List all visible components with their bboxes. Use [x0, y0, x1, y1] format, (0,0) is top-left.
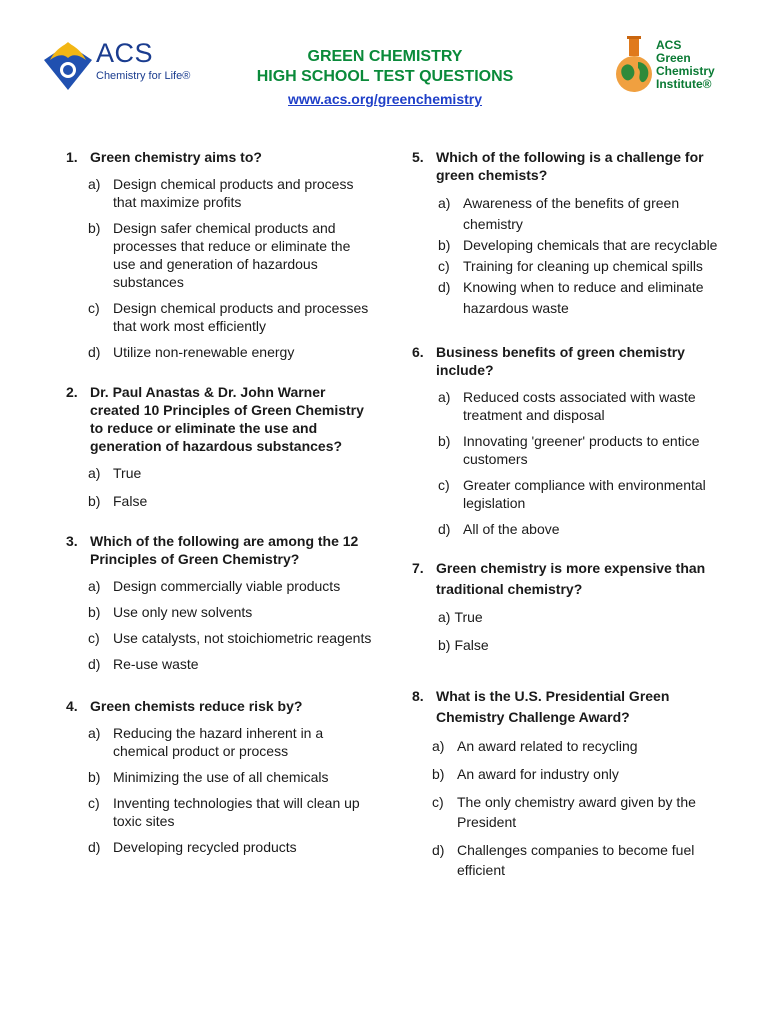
- option: a) Awareness of the benefits of green chemistry: [438, 195, 680, 232]
- question-3: [66, 532, 376, 673]
- option: a) Design commercially viable products: [88, 578, 341, 594]
- question-number: 6.: [412, 344, 424, 360]
- question-number: 4.: [66, 698, 78, 714]
- question-text: Green chemistry is more expensive than traditional chemistry?: [436, 560, 706, 597]
- option: b) False: [438, 637, 489, 653]
- page-header: [210, 47, 560, 107]
- question-number: 1.: [66, 149, 78, 165]
- question-7: [412, 558, 732, 654]
- question-text: Business benefits of green chemistry include?: [436, 344, 685, 378]
- question-4: [66, 697, 376, 856]
- question-text: Which of the following are among the 12 Principles of Green Chemistry?: [90, 533, 359, 567]
- gci-line-3: Chemistry: [656, 64, 715, 78]
- acs-emblem-icon: [42, 38, 94, 92]
- question-text: Green chemistry aims to?: [90, 149, 262, 165]
- gci-line-2: Green: [656, 51, 691, 65]
- gci-line-4: Institute®: [656, 77, 712, 91]
- option: d) Knowing when to reduce and eliminate hazardous waste: [438, 279, 704, 316]
- acs-tagline: Chemistry for Life®: [96, 70, 191, 82]
- question-text: Green chemists reduce risk by?: [90, 698, 303, 714]
- option: b) False: [88, 493, 148, 509]
- title-line-1: GREEN CHEMISTRY: [307, 48, 463, 65]
- gci-line-1: ACS: [656, 38, 682, 52]
- question-number: 8.: [412, 688, 424, 704]
- gci-wordmark: [656, 39, 715, 91]
- option: c) The only chemistry award given by the President: [432, 794, 696, 830]
- option: a) Reducing the hazard inherent in a chemical product or process: [88, 725, 324, 759]
- acs-wordmark: ACS: [96, 38, 154, 68]
- acs-logo: [42, 38, 207, 92]
- website-link[interactable]: www.acs.org/greenchemistry: [288, 91, 482, 107]
- option: b) Minimizing the use of all chemicals: [88, 769, 329, 785]
- option: b) Innovating 'greener' products to entice customers: [438, 433, 700, 467]
- question-number: 5.: [412, 149, 424, 165]
- option: a) True: [88, 465, 142, 481]
- gci-logo: [614, 36, 729, 98]
- option: a) An award related to recycling: [432, 738, 638, 754]
- question-number: 3.: [66, 533, 78, 549]
- right-column: [412, 148, 732, 888]
- option: b) Use only new solvents: [88, 604, 253, 620]
- option: a) Reduced costs associated with waste treatment and disposal: [438, 389, 696, 423]
- option: a) Design chemical products and process that maximize profits: [88, 176, 354, 210]
- question-text: Dr. Paul Anastas & Dr. John Warner created 10 Principles of Green Chemistry to reduce or eliminate the use and generation of hazardous substances?: [90, 384, 364, 454]
- option: d) Re-use waste: [88, 656, 199, 672]
- option: b) An award for industry only: [432, 766, 619, 782]
- question-5: [412, 148, 732, 319]
- option: c) Design chemical products and processes that work most efficiently: [88, 300, 369, 334]
- option: d) Developing recycled products: [88, 839, 297, 855]
- question-number: 2.: [66, 384, 78, 400]
- question-text: Which of the following is a challenge for green chemists?: [436, 149, 704, 183]
- option: c) Use catalysts, not stoichiometric reagents: [88, 630, 372, 646]
- left-column: [66, 148, 376, 864]
- question-8: [412, 686, 732, 880]
- option: c) Greater compliance with environmental legislation: [438, 477, 706, 511]
- option: a) True: [438, 609, 483, 625]
- flask-globe-icon: [614, 36, 654, 96]
- question-number: 7.: [412, 560, 424, 576]
- question-1: [66, 148, 376, 361]
- option: d) Challenges companies to become fuel efficient: [432, 842, 695, 878]
- question-6: [412, 343, 732, 538]
- question-2: [66, 383, 376, 510]
- option: b) Developing chemicals that are recyclable: [438, 237, 718, 253]
- option: c) Training for cleaning up chemical spills: [438, 258, 703, 274]
- option: d) Utilize non-renewable energy: [88, 344, 295, 360]
- option: d) All of the above: [438, 521, 560, 537]
- option: c) Inventing technologies that will clean up toxic sites: [88, 795, 360, 829]
- title-line-2: HIGH SCHOOL TEST QUESTIONS: [256, 68, 514, 85]
- option: b) Design safer chemical products and processes that reduce or eliminate the use and generation of hazardous substances: [88, 220, 351, 290]
- question-text: What is the U.S. Presidential Green Chemistry Challenge Award?: [436, 688, 670, 725]
